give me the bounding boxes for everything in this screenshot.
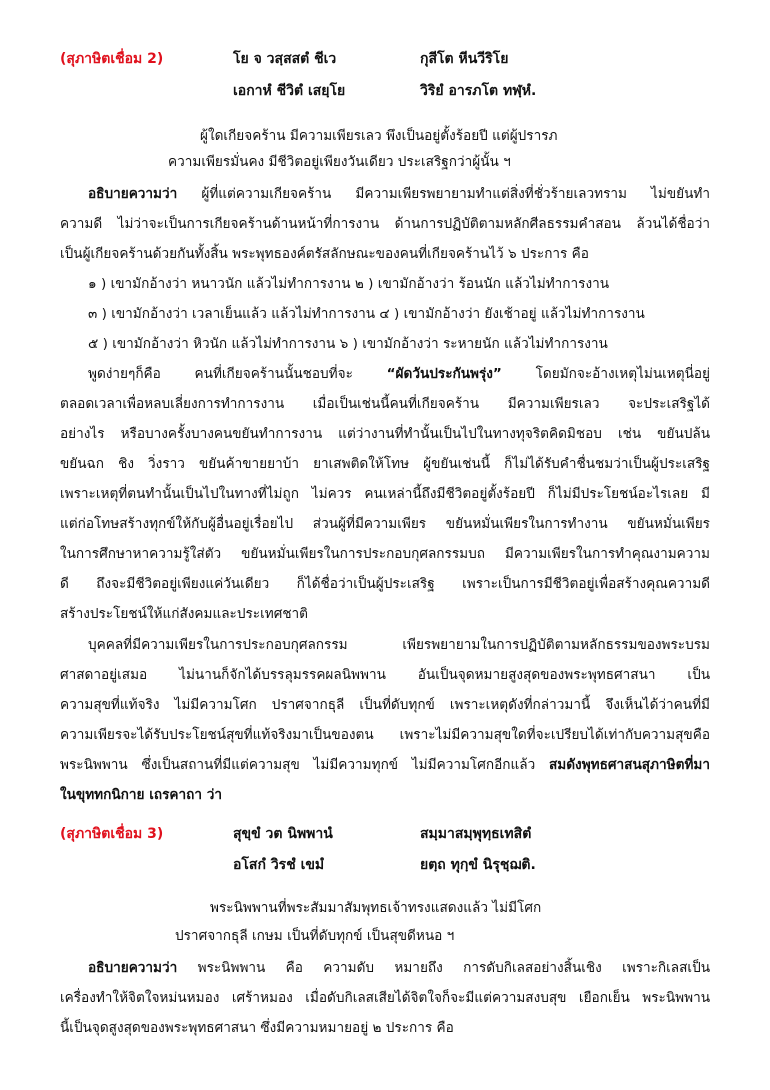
highlighted-phrase: สมดังพุทธศาสนสุภาษิตที่มา: [548, 757, 710, 773]
list-line: ๕ ) เขามักอ้างว่า หิวนัก แล้วไม่ทำการงาน ๖ ) เขามักอ้างว่า ระหายนัก แล้วไม่ทำการงาน: [88, 336, 608, 352]
explanation-paragraph: [60, 953, 710, 1043]
pali-verse-line: โย จ วสฺสสตํ ชีเว: [233, 51, 337, 67]
pali-verse-line: กุสีโต หีนวีริโย: [420, 51, 509, 67]
verse-translation: ปราศจากธุลี เกษม เป็นที่ดับทุกข์ เป็นสุขดีหนอ ฯ: [175, 928, 455, 944]
pali-verse-line: อโสกํ วิรชํ เขมํ: [233, 857, 325, 873]
pali-verse-line: เอกาหํ ชีวิตํ เสยฺโย: [233, 83, 346, 99]
paragraph-line: ในขุททกนิกาย เถรคาถา ว่า: [60, 787, 222, 803]
paragraph-line: ขยันฉก ชิง วิ่งราว ขยันค้าขายยาบ้า ยาเสพติดให้โทษ ผู้ขยันเช่นนี้ ก็ไม่ได้รับคำชื่นชมว่าเป็นผู้ประเสริฐ: [60, 456, 710, 472]
paragraph-line: อธิบายความว่า ผู้ที่แต่ความเกียจคร้าน มีความเพียรพยายามทำแต่สิ่งที่ชั่วร้ายเลวทราม ไม่ขยันทำ: [88, 186, 710, 202]
paragraph-line: เป็นผู้เกียจคร้านด้วยกันทั้งสิ้น พระพุทธองค์ตรัสลักษณะของคนที่เกียจคร้านไว้ ๖ ประการ คือ: [60, 246, 589, 262]
explanation-paragraph: [60, 179, 710, 359]
paragraph-line: เพราะเหตุที่ตนทำนั้นเป็นไปในทางที่ไม่ถูก ไม่ควร คนเหล่านี้ถึงมีชีวิตอยู่ตั้งร้อยปี ก็ไม่มีประโยชน์อะไรเลย มี: [60, 486, 710, 502]
section-label-3: (สุภาษิตเชื่อม 3): [60, 826, 164, 842]
explain-heading: อธิบายความว่า: [88, 186, 178, 202]
paragraph-line: แต่ก่อโทษสร้างทุกข์ให้กับผู้อื่นอยู่เรื่อยไป ส่วนผู้ที่มีความเพียร ขยันหมั่นเพียรในการทำงาน ขยันหมั่นเพียร: [60, 516, 710, 532]
paragraph-line: สร้างประโยชน์ให้แก่สังคมและประเทศชาติ: [60, 606, 309, 622]
pali-verse-line: ยตฺถ ทุกฺขํ นิรุชฺฌติ.: [420, 857, 536, 873]
pali-verse-line: สมฺมาสมฺพุทฺธเทสิตํ: [420, 826, 532, 842]
verse-translation: ผู้ใดเกียจคร้าน มีความเพียรเลว พึงเป็นอยู่ตั้งร้อยปี แต่ผู้ปรารภ: [200, 128, 558, 144]
paragraph-line: ความสุขที่แท้จริง ไม่มีความโศก ปราศจากธุลี เป็นที่ดับทุกข์ เพราะเหตุดังที่กล่าวมานี้ จึงเห็นได้ว่าคนที่มี: [60, 697, 710, 713]
paragraph-line: อย่างไร หรือบางครั้งบางคนขยันทำการงาน แต่ว่างานที่ทำนั้นเป็นไปในทางทุจริตคิดมิชอบ เช่น ขยันปล้น: [60, 426, 710, 442]
section-label-2: (สุภาษิตเชื่อม 2): [60, 51, 164, 67]
paragraph-line: อธิบายความว่า พระนิพพาน คือ ความดับ หมายถึง การดับกิเลสอย่างสิ้นเชิง เพราะกิเลสเป็น: [88, 960, 710, 976]
verse-translation: พระนิพพานที่พระสัมมาสัมพุทธเจ้าทรงแสดงแล้ว ไม่มีโศก: [210, 900, 542, 916]
explanation-paragraph: [60, 630, 710, 810]
paragraph-line: บุคคลที่มีความเพียรในการประกอบกุศลกรรม เพียรพยายามในการปฏิบัติตามหลักธรรมของพระบรม: [88, 637, 710, 653]
paragraph-line: นี้เป็นจุดสูงสุดของพระพุทธศาสนา ซึ่งมีความหมายอยู่ ๒ ประการ คือ: [60, 1020, 454, 1036]
list-line: ๑ ) เขามักอ้างว่า หนาวนัก แล้วไม่ทำการงาน ๒ ) เขามักอ้างว่า ร้อนนัก แล้วไม่ทำการงาน: [88, 276, 610, 292]
pali-verse-line: สุขฺขํ วต นิพพานํ: [233, 826, 333, 842]
explanation-paragraph: [60, 359, 710, 629]
list-line: ๓ ) เขามักอ้างว่า เวลาเย็นแล้ว แล้วไม่ทำการงาน ๔ ) เขามักอ้างว่า ยังเช้าอยู่ แล้วไม่ทำการงาน: [88, 306, 645, 322]
highlighted-phrase: “ผัดวันประกันพรุ่ง”: [386, 366, 502, 382]
paragraph-line: พระนิพพาน ซึ่งเป็นสถานที่มีแต่ความสุข ไม่มีความทุกข์ ไม่มีความโศกอีกแล้ว สมดังพุทธศาสนสุภาษิตที่มา: [60, 757, 710, 773]
explain-heading: อธิบายความว่า: [88, 960, 178, 976]
paragraph-line: เครื่องทำให้จิตใจหม่นหมอง เศร้าหมอง เมื่อดับกิเลสเสียได้จิตใจก็จะมีแต่ความสงบสุข เยือกเย็น พระนิพพาน: [60, 990, 710, 1006]
paragraph-line: ความเพียรจะได้รับประโยชน์สุขที่แท้จริงมาเป็นของตน เพราะไม่มีความสุขใดที่จะเปรียบได้เท่ากับความสุขคือ: [60, 727, 710, 743]
paragraph-line: ความดี ไม่ว่าจะเป็นการเกียจคร้านด้านหน้าที่การงาน ด้านการปฏิบัติตามหลักศีลธรรมคำสอน ล้วนได้ชื่อว่า: [60, 216, 710, 232]
paragraph-line: พูดง่ายๆก็คือ คนที่เกียจคร้านนั้นชอบที่จะ “ผัดวันประกันพรุ่ง” โดยมักจะอ้างเหตุไม่นเหตุนี่อยู่: [88, 366, 710, 382]
paragraph-line: ดี ถึงจะมีชีวิตอยู่เพียงแค่วันเดียว ก็ได้ชื่อว่าเป็นผู้ประเสริฐ เพราะเป็นการมีชีวิตอยู่เพื่อสร้างคุณความดี: [60, 576, 710, 592]
paragraph-line: ในการศึกษาหาความรู้ใส่ตัว ขยันหมั่นเพียรในการประกอบกุศลกรรมบถ มีความเพียรในการทำคุณงามความ: [60, 546, 710, 562]
paragraph-line: ศาสดาอยู่เสมอ ไม่นานก็จักได้บรรลุมรรคผลนิพพาน อันเป็นจุดหมายสูงสุดของพระพุทธศาสนา เป็น: [60, 667, 710, 683]
verse-translation: ความเพียรมั่นคง มีชีวิตอยู่เพียงวันเดียว ประเสริฐกว่าผู้นั้น ฯ: [168, 154, 511, 170]
pali-verse-line: วิริยํ อารภโต ทฬฺหํ.: [420, 83, 537, 99]
paragraph-line: ตลอดเวลาเพื่อหลบเลี่ยงการทำการงาน เมื่อเป็นเช่นนี้คนที่เกียจคร้าน มีความเพียรเลว จะประเสริฐได้: [60, 396, 710, 412]
